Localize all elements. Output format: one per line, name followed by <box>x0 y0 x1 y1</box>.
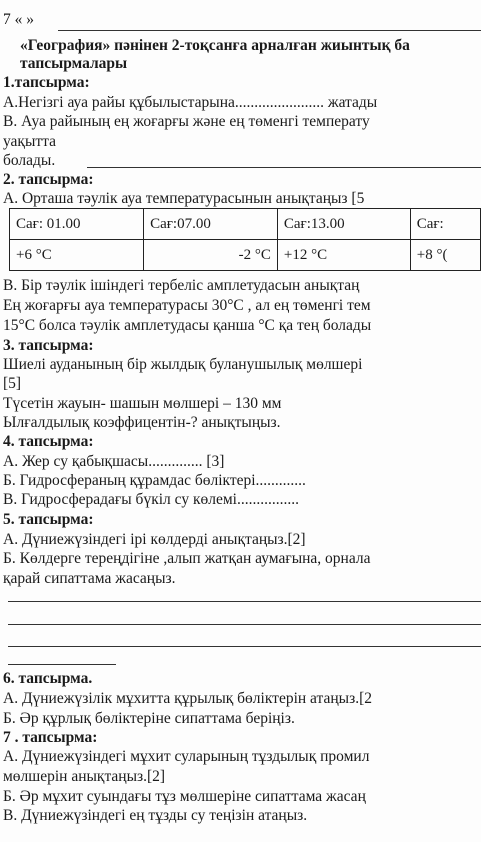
table-header-cell: Сағ:13.00 <box>277 209 410 240</box>
task7-c: В. Дүниежүзіндегі ең тұзды су теңізін атаңыз. <box>3 807 308 824</box>
task1-b: В. Ауа райының ең жоғарғы және ең төменгі температу <box>3 113 370 130</box>
number-underline <box>58 30 481 31</box>
task7-a-cont: мөлшерін анықтаңыз.[2] <box>3 768 166 785</box>
table-cell: +6 °C <box>10 240 144 271</box>
task7-b: Б. Әр мұхит суындағы тұз мөлшеріне сипаттама жасаң <box>3 788 366 805</box>
answer-line <box>8 646 481 647</box>
task4-heading: 4. тапсырма: <box>3 433 94 450</box>
task6-b: Б. Әр құрлық бөліктеріне сипаттама беріңіз. <box>3 710 295 727</box>
temperature-table <box>9 208 481 271</box>
answer-line <box>8 624 481 625</box>
task3-line3: Түсетін жауын- шашын мөлшері – 130 мм <box>3 395 282 412</box>
task2-a: А. Орташа тәулік ауа температурасынын анықтаңыз [5 <box>3 190 365 207</box>
table-header-cell: Сағ: <box>410 209 480 240</box>
task3-line2: [5] <box>3 375 22 392</box>
task2-heading: 2. тапсырма: <box>3 171 94 188</box>
task1-heading: 1.тапсырма: <box>3 74 90 91</box>
table-cell: -2 °C <box>144 240 278 271</box>
document-title-cont: тапсырмалары <box>20 55 128 72</box>
table-header-row <box>10 209 481 240</box>
task5-heading: 5. тапсырма: <box>3 511 94 528</box>
task2-b: В. Бір тәулік ішіндегі тербеліс амплетудасын анықтаң <box>3 277 360 294</box>
task6-a: А. Дүниежүзілік мұхитта құрылық бөліктерін атаңыз.[2 <box>3 690 372 707</box>
task6-heading: 6. тапсырма. <box>3 670 93 687</box>
task1-b-cont: уақытта <box>3 133 56 150</box>
task5-b-cont: қарай сипаттама жасаңыз. <box>3 570 176 587</box>
table-cell: +8 °( <box>410 240 480 271</box>
task5-a: А. Дүниежүзіндегі ірі көлдерді анықтаңыз.[2] <box>3 531 306 548</box>
task7-heading: 7 . тапсырма: <box>3 729 98 746</box>
task3-line4: Ылғалдылық коэффицентін-? анықтыңыз. <box>3 414 281 431</box>
answer-line <box>87 167 481 168</box>
task1-a: А.Негізгі ауа райы құбылыстарына....................... жатады <box>3 94 378 111</box>
task3-line1: Шиелі ауданының бір жылдық буланушылық мөлшері <box>3 356 363 373</box>
table-row <box>10 240 481 271</box>
task4-a: А. Жер су қабықшасы.............. [3] <box>3 453 225 470</box>
task1-b-end: болады. <box>3 152 56 169</box>
table-header-cell: Сағ:07.00 <box>144 209 278 240</box>
task5-b: Б. Көлдерге тереңдігіне ,алып жатқан аумағына, орнала <box>3 550 371 567</box>
table-header-cell: Сағ: 01.00 <box>10 209 144 240</box>
answer-line <box>8 664 116 665</box>
document-title: «География» пәнінен 2-тоқсанға арналған жиынтық ба <box>20 37 410 54</box>
task4-b: Б. Гидросфераның құрамдас бөліктері............. <box>3 472 306 489</box>
task2-b-cont: Ең жоғарғы ауа температурасы 30°C , ал ең төменгі тем <box>3 297 371 314</box>
task7-a: А. Дүниежүзіндегі мұхит суларының тұздылық промил <box>3 748 370 765</box>
task4-c: В. Гидросферадағы бүкіл су көлемі................ <box>3 491 299 508</box>
task2-b-end: 15°C болса тәулік амплетудасы қанша °C қа тең болады <box>3 317 372 334</box>
document-number: 7 « » <box>3 11 34 28</box>
answer-line <box>8 601 481 602</box>
task3-heading: 3. тапсырма: <box>3 337 94 354</box>
table-cell: +12 °C <box>277 240 410 271</box>
